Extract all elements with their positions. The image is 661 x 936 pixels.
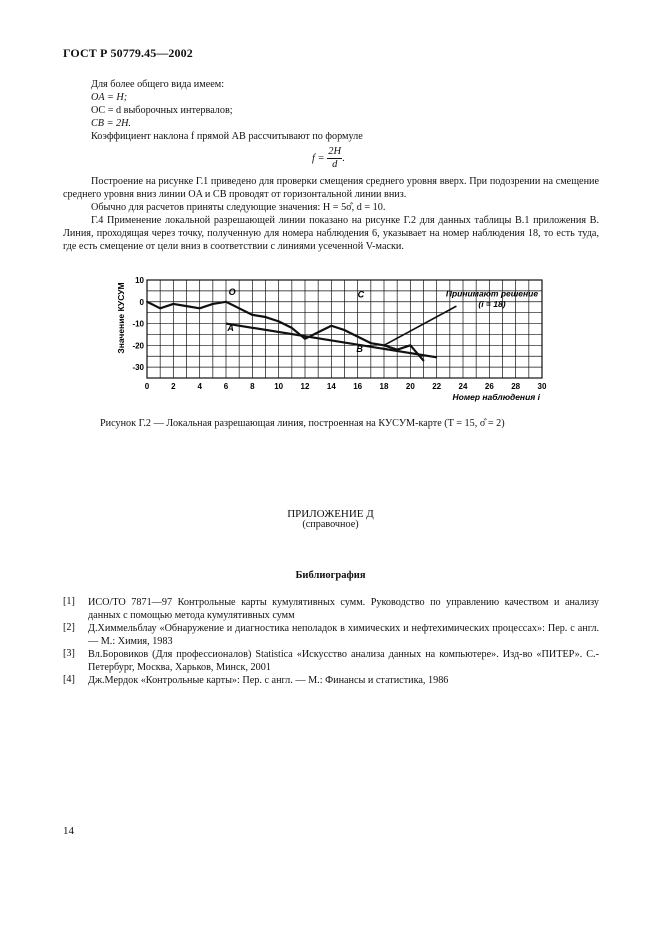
- reference-text: Вл.Боровиков (Для профессионалов) Statistica «Искусство анализа данных на компьютере». Изд-во «ПИТЕР». С.-Петербург, Москва, Харьков, Минск, 2001: [88, 649, 599, 673]
- y-axis-label: Значение КУСУМ: [116, 282, 126, 354]
- cusum-series-line: [147, 302, 424, 361]
- x-tick-label: 26: [484, 382, 494, 391]
- cusum-data-point: [212, 303, 214, 305]
- x-tick-label: 8: [250, 382, 255, 391]
- x-tick-label: 12: [300, 382, 310, 391]
- x-tick-label: 18: [379, 382, 389, 391]
- x-tick-label: 28: [511, 382, 521, 391]
- point-label: A: [227, 323, 234, 334]
- slope-formula: [312, 146, 345, 171]
- cusum-data-point: [225, 301, 227, 303]
- bibliography-title: Библиография: [295, 570, 366, 581]
- cusum-data-point: [330, 325, 332, 327]
- x-tick-label: 6: [223, 382, 229, 391]
- formula-lhs: f =: [312, 152, 325, 164]
- intro-line-2: OA = H;: [91, 92, 128, 103]
- cusum-data-point: [357, 336, 359, 338]
- x-tick-label: 4: [197, 382, 202, 391]
- reference-number: [1]: [63, 596, 75, 607]
- formula-end: .: [342, 152, 345, 164]
- cusum-data-point: [344, 329, 346, 331]
- intro-line-4: CB = 2H.: [91, 118, 131, 129]
- x-tick-label: 30: [537, 382, 547, 391]
- reference-text: Дж.Мердок «Контрольные карты»: Пер. с англ. — М.: Финансы и статистика, 1986: [88, 675, 449, 686]
- cusum-data-point: [304, 338, 306, 340]
- cusum-data-point: [409, 344, 411, 346]
- point-label: C: [357, 289, 365, 300]
- cusum-data-point: [199, 307, 201, 309]
- x-tick-label: 24: [458, 382, 468, 391]
- x-tick-label: 0: [144, 382, 150, 391]
- reference-number: [3]: [63, 648, 75, 659]
- cusum-data-point: [317, 331, 319, 333]
- cusum-data-point: [238, 307, 240, 309]
- y-tick-label: -30: [132, 363, 144, 373]
- cusum-data-point: [251, 314, 253, 316]
- paragraph-2: Обычно для расчетов приняты следующие значения: H = 5σ̂, d = 10.: [91, 202, 386, 213]
- cusum-data-point: [146, 301, 148, 303]
- x-axis-label: Номер наблюдения i: [452, 392, 540, 402]
- cusum-data-point: [265, 316, 267, 318]
- y-tick-label: -20: [132, 341, 144, 351]
- x-tick-label: 22: [432, 382, 442, 391]
- document-header: ГОСТ Р 50779.45—2002: [63, 46, 193, 60]
- x-tick-label: 16: [353, 382, 363, 391]
- x-tick-label: 10: [274, 382, 284, 391]
- cusum-data-point: [423, 360, 425, 362]
- intro-line-3: OC = d выборочных интервалов;: [91, 105, 233, 116]
- paragraph-3: Г.4 Применение локальной разрешающей линии показано на рисунке Г.2 для данных таблицы В.1 приложения В. Линия, проходящая через точку, полученную для номера наблюдения 6, указывает на номер наблюдения 18, то есть туда, где есть смещение от цели вниз в соответствии с линиями усеченной V-маски.: [63, 215, 599, 252]
- intro-line-5: Коэффициент наклона f прямой AB рассчитывают по формуле: [91, 131, 363, 142]
- formula-denominator: d: [332, 159, 338, 170]
- formula-fraction: [327, 146, 342, 171]
- chart-series: [146, 301, 456, 362]
- reference-number: [4]: [63, 674, 75, 685]
- cusum-data-point: [370, 342, 372, 344]
- figure-caption: Рисунок Г.2 — Локальная разрешающая линия, построенная на КУСУМ-карте (T = 15, σ̂ = 2): [100, 418, 505, 429]
- paragraph-1: Построение на рисунке Г.1 приведено для проверки смещения среднего уровня вверх. При подозрении на смещение среднего уровня вниз линии OA и CB проводят от горизонтальной линии вниз.: [63, 176, 599, 200]
- cusum-data-point: [291, 327, 293, 329]
- formula-numerator: 2H: [328, 146, 342, 157]
- appendix-subtitle: (справочное): [302, 519, 359, 530]
- x-tick-label: 20: [405, 382, 415, 391]
- point-label: O: [228, 287, 236, 298]
- reference-text: Д.Химмельблау «Обнаружение и диагностика неполадок в химических и нефтехимических процессах»: Пер. с англ. — М.: Химия, 1983: [88, 623, 599, 647]
- decision-annotation: (i = 18): [478, 298, 506, 309]
- intro-line-1: Для более общего вида имеем:: [91, 79, 225, 90]
- cusum-data-point: [278, 320, 280, 322]
- cusum-chart: [110, 270, 550, 410]
- y-tick-label: -10: [132, 319, 144, 329]
- point-label: B: [356, 343, 363, 354]
- x-tick-label: 14: [326, 382, 336, 391]
- appendix-title: ПРИЛОЖЕНИЕ Д: [287, 508, 374, 520]
- page-number: 14: [63, 825, 74, 837]
- decision-pointer-line: [384, 306, 456, 345]
- cusum-data-point: [172, 303, 174, 305]
- cusum-data-point: [159, 307, 161, 309]
- y-tick-label: 0: [139, 297, 144, 307]
- cusum-data-point: [186, 305, 188, 307]
- y-tick-label: 10: [135, 276, 144, 285]
- x-tick-label: 2: [171, 382, 176, 391]
- decision-annotation: Принимают решение: [445, 288, 539, 299]
- reference-text: ИСО/ТО 7871—97 Контрольные карты кумулятивных сумм. Руководство по управлению качеством и анализу данных с помощью метода кумулятивных сумм: [88, 597, 599, 621]
- reference-number: [2]: [63, 622, 75, 633]
